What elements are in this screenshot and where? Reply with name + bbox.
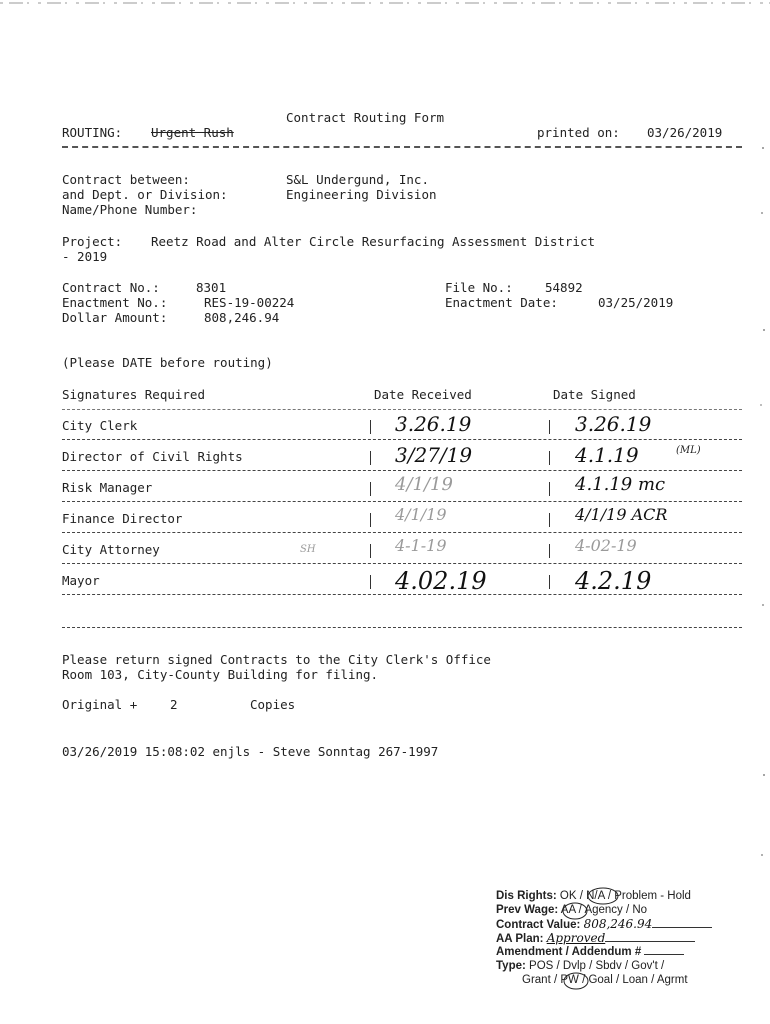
routing-value: Urgent Rush — [151, 125, 234, 140]
contract-no-label: Contract No.: — [62, 280, 160, 295]
signature-role: Risk Manager — [62, 480, 153, 495]
column-separator — [370, 513, 371, 527]
project-name-cont: - 2019 — [62, 249, 108, 264]
amendment-label: Amendment / Addendum # — [496, 946, 642, 958]
dis-rights-value: OK / N/A / Problem - Hold — [559, 890, 691, 902]
col-date-received: Date Received — [374, 387, 472, 402]
original-count: 2 — [170, 697, 178, 712]
signature-role: City Clerk — [62, 418, 138, 433]
scan-edge-artifact — [0, 0, 770, 8]
aa-plan-underline — [605, 941, 695, 942]
date-received-handwritten: 3/27/19 — [395, 443, 473, 467]
type-line2: Grant / PW / Goal / Loan / Agrmt — [522, 974, 688, 986]
contractor-name: S&L Undergund, Inc. — [286, 172, 429, 187]
copies-label: Copies — [250, 697, 296, 712]
column-separator — [549, 513, 550, 527]
return-instructions-line1: Please return signed Contracts to the City Clerk's Office — [62, 652, 491, 667]
contract-no-value: 8301 — [196, 280, 227, 295]
file-no-label: File No.: — [445, 280, 513, 295]
printed-label: printed on: — [537, 125, 620, 140]
type-label: Type: — [496, 960, 526, 972]
column-separator — [549, 420, 550, 434]
scan-margin-specks — [755, 0, 770, 1024]
dollar-amount-value: 808,246.94 — [204, 310, 280, 325]
column-separator — [549, 575, 550, 589]
date-signed-handwritten: 4/1/19 ACR — [575, 505, 668, 524]
prev-wage-label: Prev Wage: — [496, 904, 559, 916]
date-signed-handwritten: 4.1.19 mc — [575, 474, 666, 495]
date-signed-handwritten: 3.26.19 — [575, 412, 652, 436]
amendment-underline — [644, 954, 684, 955]
contract-value-underline — [652, 927, 712, 928]
original-label: Original + — [62, 697, 138, 712]
date-received-handwritten: 4/1/19 — [395, 505, 447, 524]
enactment-date-value: 03/25/2019 — [598, 295, 674, 310]
timestamp-line: 03/26/2019 15:08:02 enjls - Steve Sonntag 267-1997 — [62, 744, 439, 759]
column-separator — [370, 482, 371, 496]
dis-rights-label: Dis Rights: — [496, 890, 557, 902]
enactment-date-label: Enactment Date: — [445, 295, 558, 310]
column-separator — [549, 451, 550, 465]
date-signed-handwritten: 4.1.19 — [575, 443, 639, 467]
project-label: Project: — [62, 234, 123, 249]
dept-label: and Dept. or Division: — [62, 187, 228, 202]
date-instruction: (Please DATE before routing) — [62, 355, 273, 370]
printed-date: 03/26/2019 — [647, 125, 723, 140]
routing-label: ROUTING: — [62, 125, 123, 140]
row-divider — [62, 501, 742, 502]
dollar-amount-label: Dollar Amount: — [62, 310, 168, 325]
column-separator — [370, 451, 371, 465]
aa-plan-label: AA Plan: — [496, 933, 544, 945]
date-received-handwritten: 4/1/19 — [395, 474, 453, 495]
row-divider — [62, 532, 742, 533]
name-phone-label: Name/Phone Number: — [62, 202, 198, 217]
date-received-handwritten: 4-1-19 — [395, 536, 447, 555]
row-divider — [62, 594, 742, 595]
contract-between-label: Contract between: — [62, 172, 190, 187]
file-no-value: 54892 — [545, 280, 583, 295]
date-received-handwritten: 4.02.19 — [395, 567, 487, 595]
row-divider — [62, 563, 742, 564]
column-separator — [370, 544, 371, 558]
contract-value-handwritten: 808,246.94 — [583, 917, 653, 931]
contract-value-label: Contract Value: — [496, 919, 581, 931]
enactment-no-label: Enactment No.: — [62, 295, 168, 310]
col-date-signed: Date Signed — [553, 387, 636, 402]
date-received-handwritten: 3.26.19 — [395, 412, 472, 436]
prev-wage-value: AA / Agency / No — [560, 904, 648, 916]
table-header-divider — [62, 409, 742, 410]
aa-plan-handwritten: Approved — [546, 931, 606, 945]
type-line1: POS / Dvlp / Sbdv / Gov't / — [529, 960, 665, 972]
return-instructions-line2: Room 103, City-County Building for filing. — [62, 667, 379, 682]
signature-role: City Attorney — [62, 542, 160, 557]
table-bottom-divider — [62, 627, 742, 628]
initials-note: (ML) — [676, 445, 701, 456]
dept-value: Engineering Division — [286, 187, 437, 202]
date-signed-handwritten: 4-02-19 — [575, 536, 637, 555]
signature-role: Director of Civil Rights — [62, 449, 243, 464]
column-separator — [549, 544, 550, 558]
row-divider — [62, 439, 742, 440]
enactment-no-value: RES-19-00224 — [204, 295, 295, 310]
signature-role: Finance Director — [62, 511, 183, 526]
header-divider — [62, 146, 742, 148]
type-pw-circle — [562, 971, 590, 991]
col-signatures-required: Signatures Required — [62, 387, 205, 402]
column-separator — [370, 575, 371, 589]
form-title: Contract Routing Form — [286, 110, 445, 125]
signature-role: Mayor — [62, 573, 100, 588]
initials-note: SH — [300, 544, 316, 555]
column-separator — [370, 420, 371, 434]
row-divider — [62, 470, 742, 471]
dis-rights-circle — [585, 886, 621, 906]
project-name: Reetz Road and Alter Circle Resurfacing Assessment District — [151, 234, 596, 249]
date-signed-handwritten: 4.2.19 — [575, 567, 652, 595]
column-separator — [549, 482, 550, 496]
